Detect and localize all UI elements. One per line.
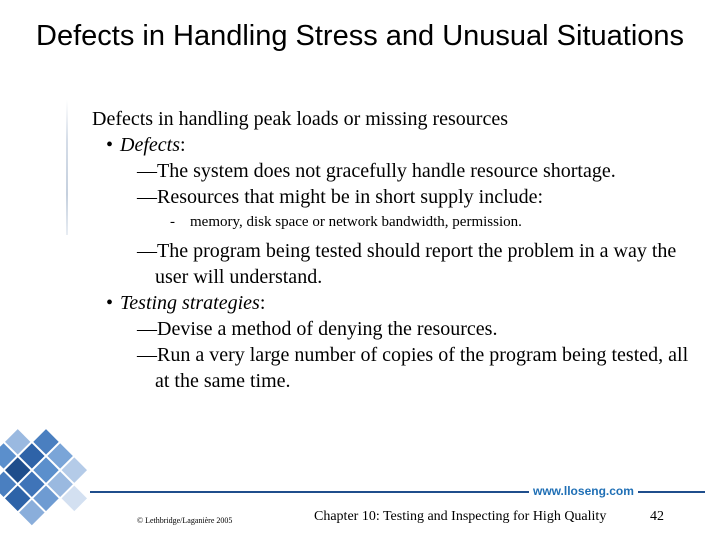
page-number: 42 [650,509,664,524]
bullet-label: Testing strategies [120,292,260,314]
decorative-tile-logo [0,420,92,540]
slide-title: Defects in Handling Stress and Unusual Situations [36,20,685,52]
decorative-vertical-line [66,100,68,235]
defects-item-2: —Resources that might be in short supply include: [137,186,544,208]
dash-icon: - [170,214,175,230]
bullet-icon: • [106,292,114,314]
footer-copyright: © Lethbridge/Laganière 2005 [137,516,233,525]
bullet-defects: • Defects: [106,134,186,156]
footer-chapter: Chapter 10: Testing and Inspecting for High Quality [314,509,607,524]
slide-body [92,106,702,394]
slide-heading: Defects in handling peak loads or missing resources [92,108,509,130]
strategy-item-2: —Run a very large number of copies of the program being tested, all at the same time. [137,344,689,392]
defects-subitem [170,212,702,232]
strategy-item-1: —Devise a method of denying the resources. [137,318,498,340]
defects-item-1: —The system does not gracefully handle resource shortage. [137,160,616,182]
bullet-icon: • [106,134,114,156]
bullet-testing-strategies: • Testing strategies: [106,292,266,314]
footer-url: www.lloseng.com [529,484,638,498]
defects-subitem-text: memory, disk space or network bandwidth, permission. [190,214,522,230]
defects-item-3: —The program being tested should report the problem in a way the user will understand. [137,240,677,288]
bullet-label: Defects [120,134,180,156]
